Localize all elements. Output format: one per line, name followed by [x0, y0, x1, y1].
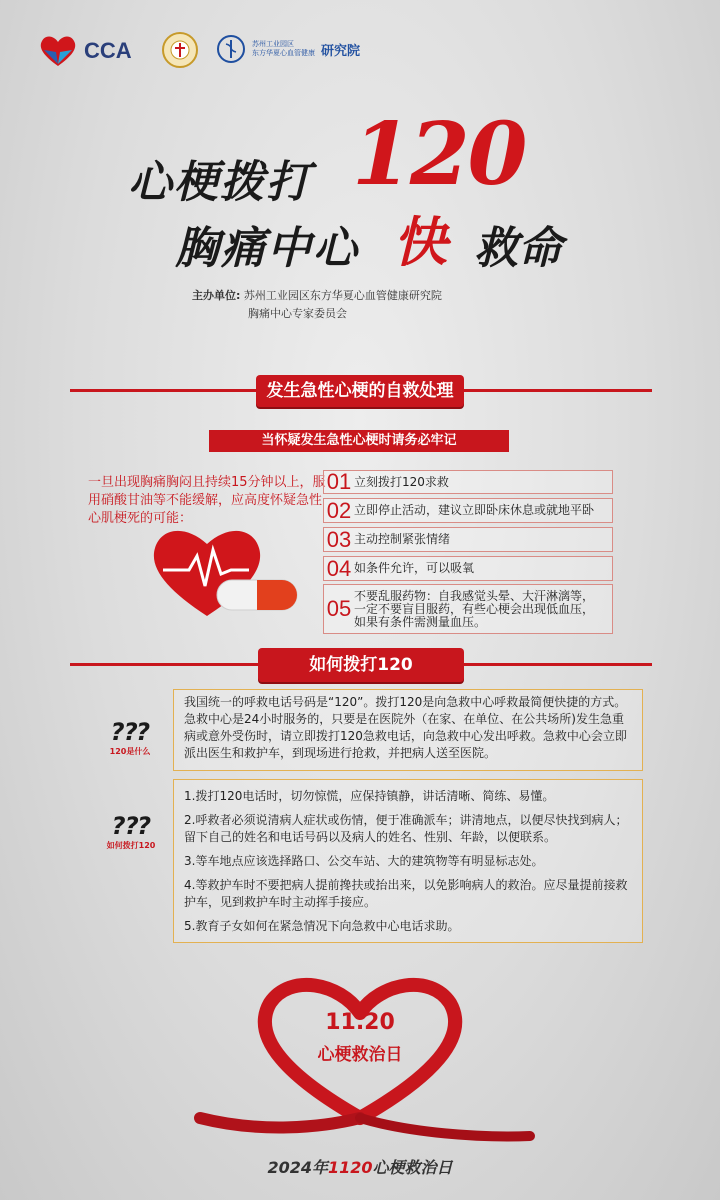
how-item-3: 3.等车地点应该选择路口、公交车站、大的建筑物等有明显标志处。 [184, 854, 544, 868]
how-to-call-box [173, 779, 643, 943]
step-05-num: 05 [326, 596, 352, 621]
section1-subheading: 当怀疑发生急性心梗时请务必牢记 [209, 430, 509, 452]
cca-text: CCA [84, 38, 132, 63]
step-01-text: 立刻拨打120求救 [354, 474, 449, 489]
heart-hands-icon [38, 34, 78, 68]
step-05-text: 不要乱服药物：自我感觉头晕、大汗淋漓等，一定不要盲目服药，有些心梗会出现低血压，如果有条件需测量血压。 [354, 588, 595, 629]
title-line2-a: 胸痛中心 [175, 223, 359, 274]
how-to-call-badge [100, 812, 162, 851]
heart-pill-icon [145, 520, 305, 620]
how-to-call-label: 如何拨打120 [106, 841, 156, 850]
step-04-text: 如条件允许，可以吸氧 [354, 561, 475, 575]
footer-suffix: 心梗救治日 [372, 1158, 453, 1177]
step-05 [323, 584, 613, 634]
institute-line3: 研究院 [321, 43, 361, 59]
step-03 [323, 527, 613, 552]
cca-logo [38, 34, 132, 68]
footer-year: 2024年 [267, 1158, 328, 1177]
medical-caduceus-icon [216, 34, 246, 64]
step-02-text: 立即停止活动，建议立即卧床休息或就地平卧 [354, 503, 595, 517]
sponsor-label: 主办单位: [192, 289, 241, 302]
institute-line1: 苏州工业园区 [252, 40, 294, 48]
institute-line2: 东方华夏心血管健康 [252, 49, 315, 57]
sponsor-block [192, 287, 442, 323]
how-item-5: 5.教育子女如何在紧急情况下向急救中心电话求助。 [184, 919, 460, 933]
seal-logo [162, 32, 198, 68]
institute-logo [216, 34, 360, 64]
how-item-1: 1.拨打120电话时，切勿惊慌，应保持镇静，讲话清晰、简练、易懂。 [184, 789, 555, 803]
title-line2-c: 救命 [474, 223, 562, 274]
title-line2-b: 快 [393, 211, 447, 274]
step-01 [323, 470, 613, 494]
what-is-120-label: 120是什么 [109, 747, 151, 756]
what-is-120-box [173, 689, 643, 771]
day-name: 心梗救治日 [317, 1045, 403, 1065]
step-04-num: 04 [326, 555, 352, 581]
section1-heading: 发生急性心梗的自救处理 [256, 375, 464, 407]
section2-heading: 如何拨打120 [258, 648, 464, 682]
footer-number: 1120 [328, 1158, 373, 1177]
step-02-num: 02 [326, 497, 352, 523]
step-03-text: 主动控制紧张情绪 [354, 532, 451, 546]
step-04 [323, 556, 613, 581]
title-line1: 心梗拨打 [128, 157, 312, 208]
sponsor-org1: 苏州工业园区东方华夏心血管健康研究院 [243, 289, 442, 302]
day-date: 11.20 [325, 1010, 395, 1035]
step-03-num: 03 [326, 526, 352, 552]
question-marks-icon: ?⁇ [111, 812, 151, 840]
footer [0, 1155, 720, 1178]
section1-warning: 一旦出现胸痛胸闷且持续15分钟以上，服用硝酸甘油等不能缓解，应高度怀疑急性心肌梗死的可能： [88, 475, 326, 526]
step-01-num: 01 [326, 469, 352, 494]
step-02 [323, 498, 613, 523]
seal-emblem-icon [164, 34, 196, 66]
how-item-2: 2.呼救者必须说清病人症状或伤情，便于准确派车；讲清地点，以便尽快找到病人；留下自己的姓名和电话号码以及病人的姓名、性别、年龄，以便联系。 [184, 813, 628, 844]
how-item-4: 4.等救护车时不要把病人提前搀扶或抬出来，以免影响病人的救治。应尽量提前接救护车，见到救护车时主动挥手接应。 [184, 878, 628, 909]
sponsor-org2: 胸痛中心专家委员会 [248, 307, 347, 320]
title-number: 120 [352, 104, 526, 205]
what-is-120-badge [100, 718, 160, 757]
what-is-120-text: 我国统一的呼救电话号码是“120”。拨打120是向急救中心呼救最简便快捷的方式。急救中心是24小时服务的，只要是在医院外（在家、在单位、在公共场所)发生急重病或意外受伤时，请立即拨打120急救电话，向急救中心发出呼救。急救中心会立即派出医生和救护车，到现场进行抢救，并把病人送至医院。 [184, 695, 627, 760]
question-marks-icon: ?⁇ [110, 718, 150, 746]
